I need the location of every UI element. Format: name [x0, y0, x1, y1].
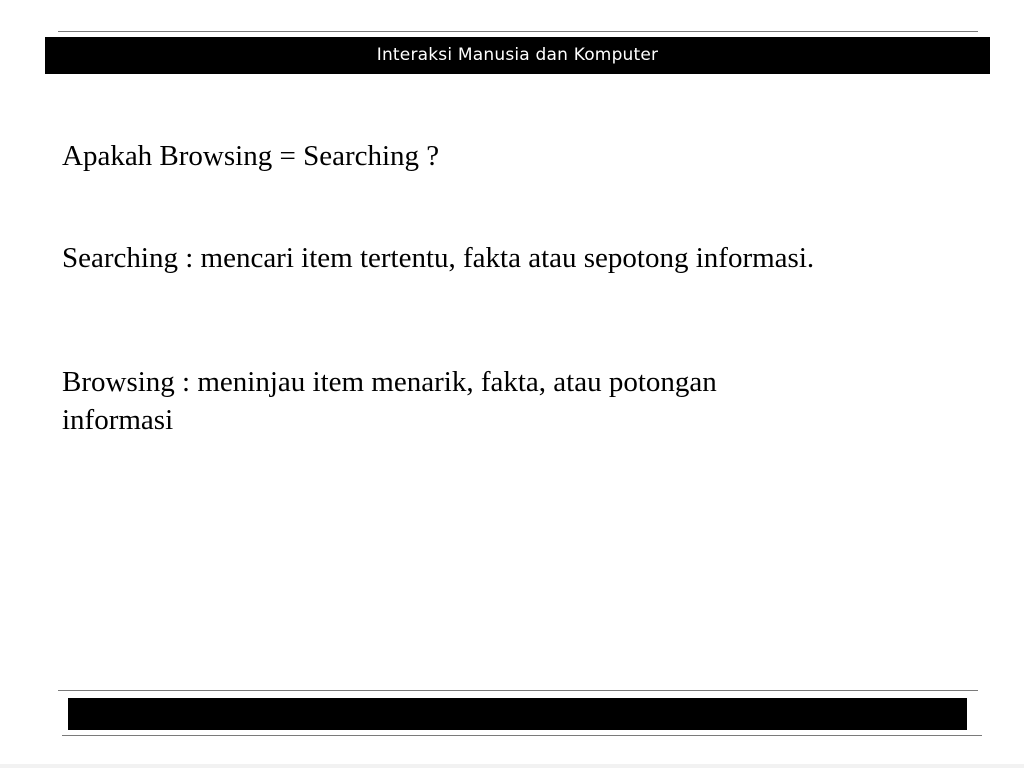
footer-top-divider-line — [58, 690, 978, 691]
header-bar — [45, 37, 990, 74]
footer-bottom-divider-line — [62, 735, 982, 736]
slide-question: Apakah Browsing = Searching ? — [62, 140, 440, 172]
browsing-definition-line-1: Browsing : meninjau item menarik, fakta, atau potongan — [62, 366, 717, 398]
bottom-band — [0, 764, 1024, 768]
top-divider-line — [58, 31, 978, 32]
searching-definition: Searching : mencari item tertentu, fakta atau sepotong informasi. — [62, 242, 815, 274]
header-title: Interaksi Manusia dan Komputer — [376, 45, 659, 65]
browsing-definition-line-2: informasi — [62, 404, 174, 436]
browsing-definition — [62, 363, 717, 439]
footer-bar — [68, 698, 967, 730]
